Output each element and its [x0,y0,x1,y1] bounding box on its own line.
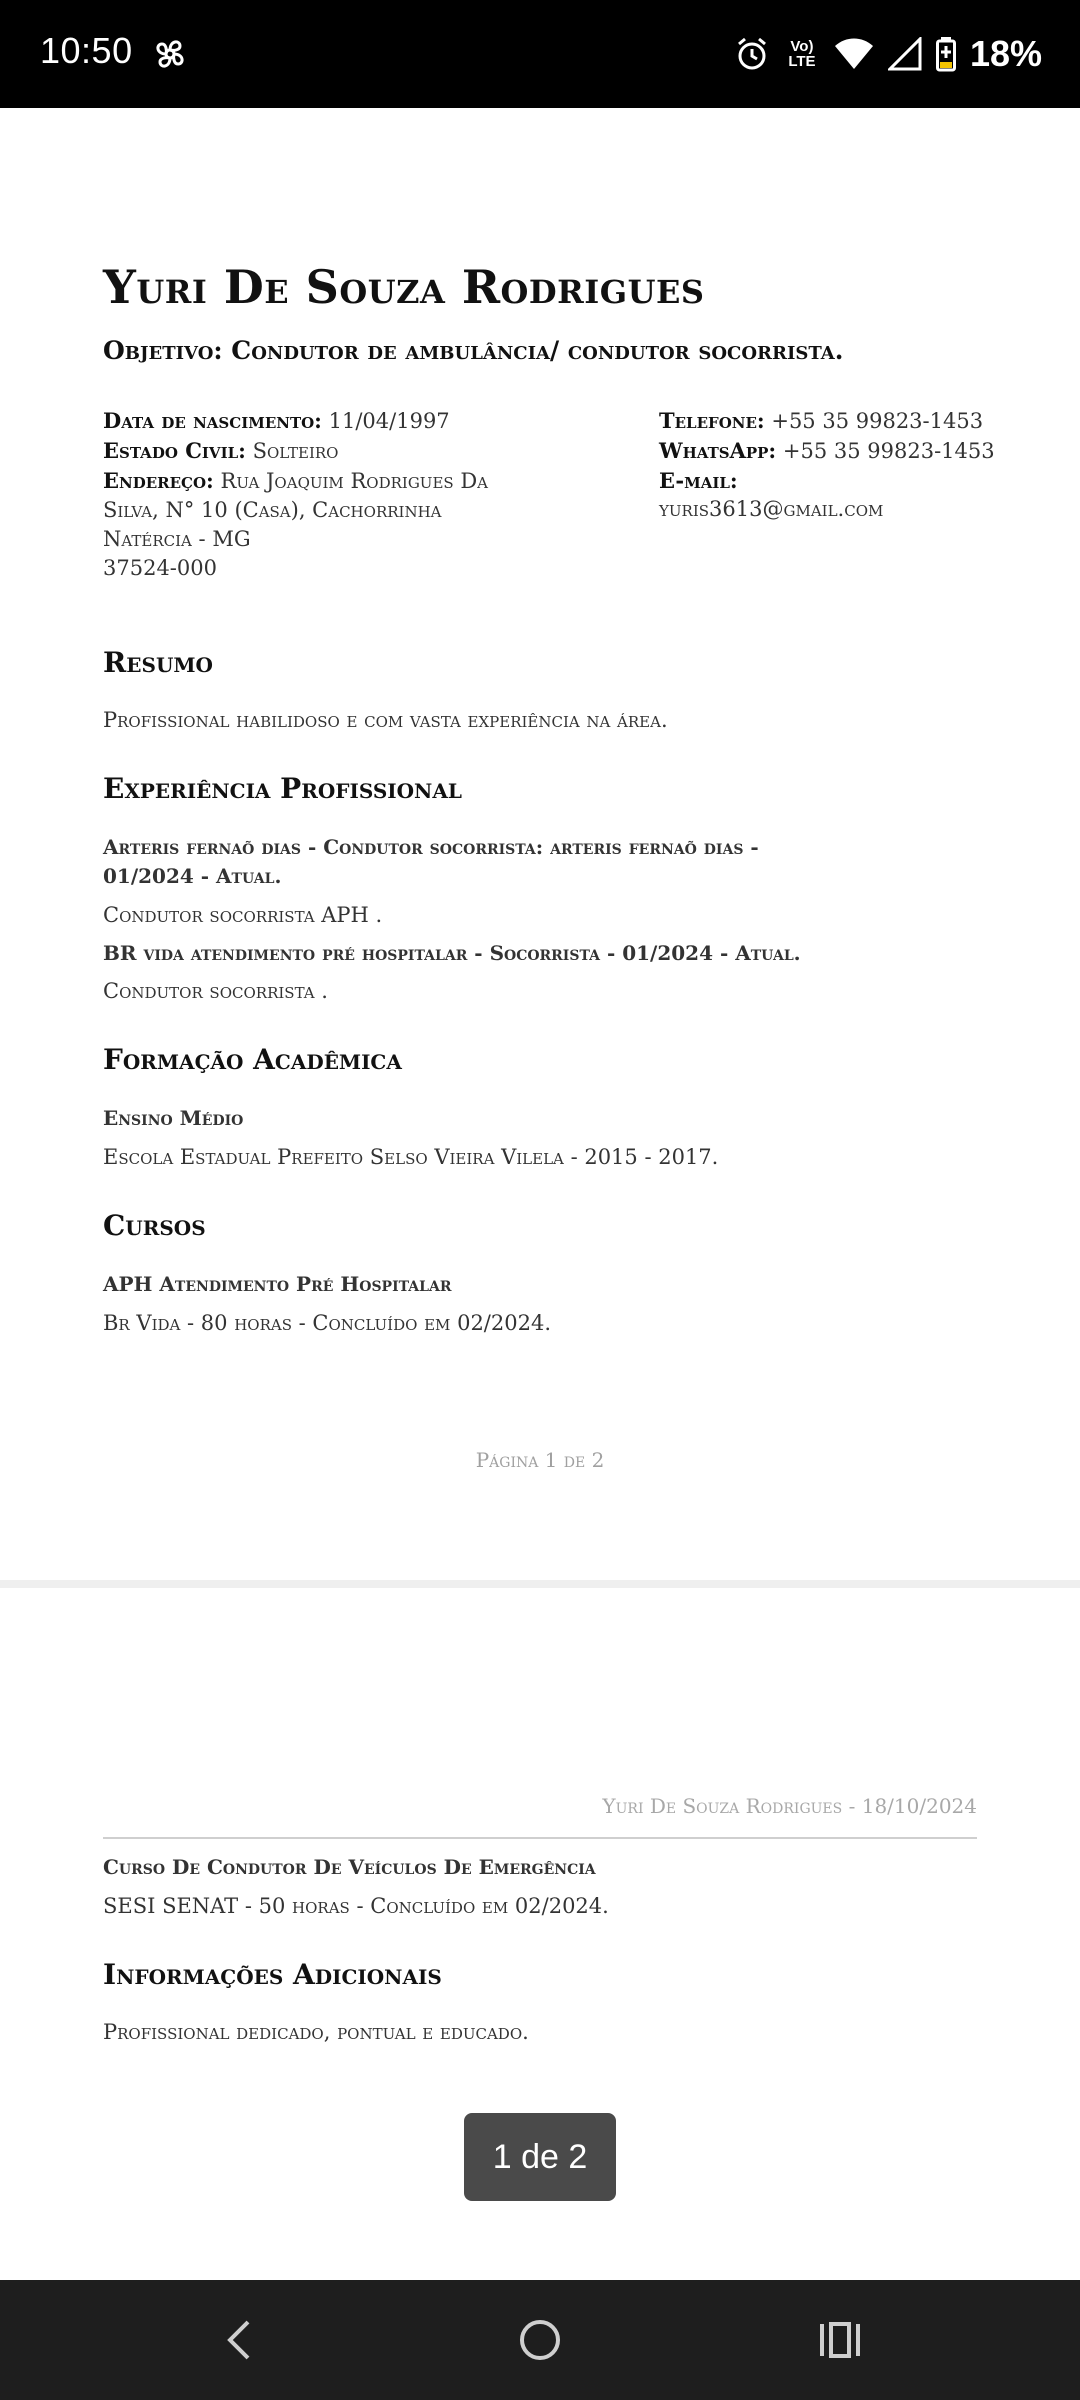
job1-header-line1: Arteris fernaõ dias - Condutor socorrista: arteris fernaõ dias - [103,835,759,859]
wifi-icon [834,37,874,71]
signal-icon [888,37,922,71]
navigation-bar [0,2280,1080,2400]
civil-status-value: Solteiro [252,439,339,463]
birth-value: 11/04/1997 [328,409,450,433]
course2-detail: SESI SENAT - 50 horas - Concluído em 02/2024. [103,1894,609,1918]
job1-description: Condutor socorrista APH . [103,903,383,927]
job1-header-line2: 01/2024 - Atual. [103,864,282,888]
course2-title: Curso De Condutor De Veículos De Emergência [103,1855,596,1879]
email-value: yuris3613@gmail.com [659,497,884,521]
page2-header: Yuri De Souza Rodrigues - 18/10/2024 [602,1794,977,1818]
education-school: Escola Estadual Prefeito Selso Vieira Vilela - 2015 - 2017. [103,1145,719,1169]
resume-name: Yuri De Souza Rodrigues [103,260,705,314]
job2-header: BR vida atendimento pré hospitalar - Socorrista - 01/2024 - Atual. [103,941,801,965]
page1-footer: Página 1 de 2 [475,1448,605,1472]
battery-icon [936,36,956,72]
whatsapp-label: WhatsApp: [659,438,777,463]
email-label: E-mail: [659,468,738,493]
header-divider [103,1837,977,1839]
education-title: Formação Acadêmica [103,1043,402,1076]
summary-text: Profissional habilidoso e com vasta experiência na área. [103,708,668,732]
birth-label: Data de nascimento: [103,408,322,433]
home-icon [518,2318,562,2362]
course1-title: APH Atendimento Pré Hospitalar [103,1272,452,1296]
address-line-4: 37524-000 [103,556,217,580]
address-label: Endereço: [103,468,214,493]
additional-info-title: Informações Adicionais [103,1958,442,1991]
course1-detail: Br Vida - 80 horas - Concluído em 02/2024. [103,1311,551,1335]
pinwheel-icon [150,34,190,74]
status-time: 10:50 [40,30,133,71]
address-line-1: Rua Joaquim Rodrigues Da [220,469,489,493]
phone-value: +55 35 99823-1453 [771,409,984,433]
contact-info [659,406,999,524]
volte-icon: Vo) LTE [788,38,816,70]
address-line-3: Natércia - MG [103,527,251,551]
recents-icon [818,2320,862,2360]
page-indicator: 1 de 2 [464,2113,616,2201]
job2-description: Condutor socorrista . [103,979,328,1003]
alarm-icon [734,36,770,72]
page-separator [0,1580,1080,1588]
courses-title: Cursos [103,1209,206,1242]
address-line-2: Silva, N° 10 (Casa), Cachorrinha [103,498,442,522]
summary-title: Resumo [103,646,213,679]
back-button[interactable] [140,2280,340,2400]
whatsapp-value: +55 35 99823-1453 [782,439,995,463]
recents-button[interactable] [740,2280,940,2400]
personal-info [103,406,623,583]
battery-percent: 18% [969,33,1042,74]
experience-title: Experiência Profissional [103,772,462,805]
education-level: Ensino Médio [103,1106,244,1130]
additional-info-text: Profissional dedicado, pontual e educado. [103,2020,529,2044]
civil-status-label: Estado Civil: [103,438,246,463]
phone-label: Telefone: [659,408,765,433]
back-icon [220,2318,260,2362]
status-bar [0,0,1080,108]
resume-objective: Objetivo: Condutor de ambulância/ condutor socorrista. [103,336,844,365]
home-button[interactable] [440,2280,640,2400]
